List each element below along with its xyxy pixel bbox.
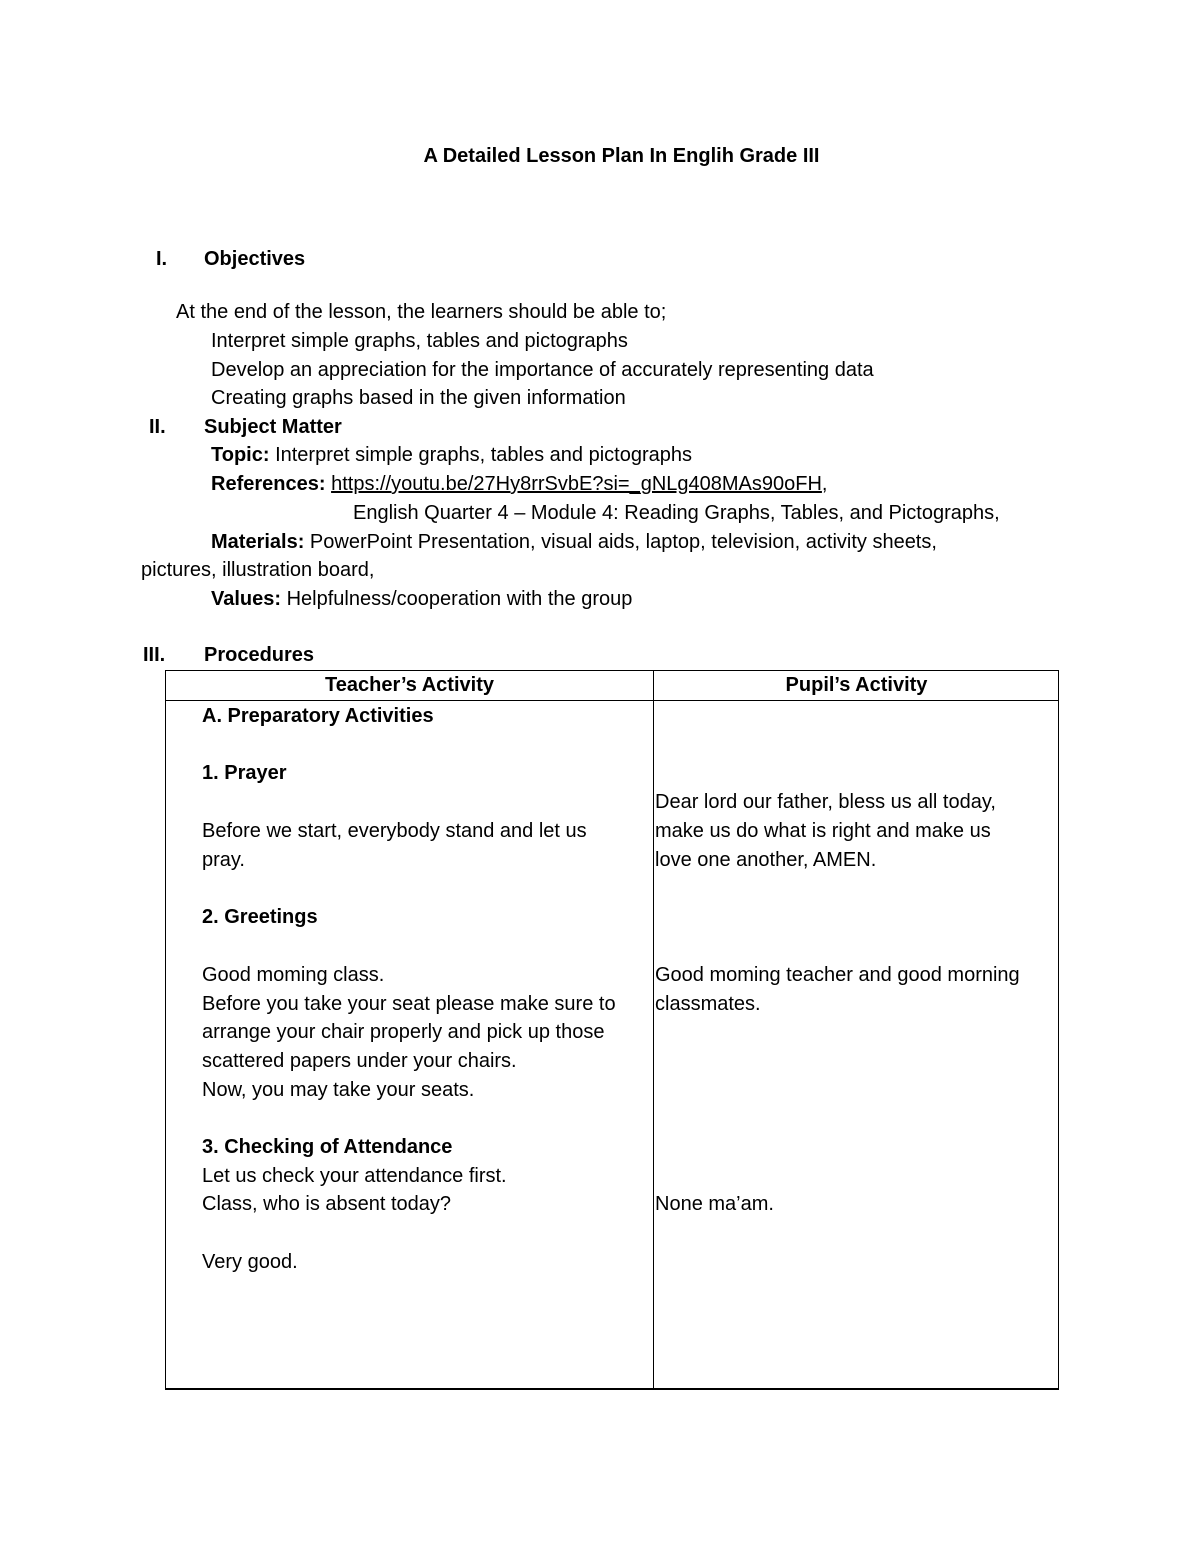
references-comma: , <box>821 473 828 495</box>
column-header-pupil: Pupil’s Activity <box>785 674 928 696</box>
topic-value: Interpret simple graphs, tables and pictographs <box>269 444 692 466</box>
materials-value: PowerPoint Presentation, visual aids, laptop, television, activity sheets, <box>304 531 937 553</box>
references-label: References: <box>211 473 326 495</box>
topic-label: Topic: <box>211 444 270 466</box>
section-number-procedures: III. <box>143 644 166 666</box>
attendance-teacher-line: Class, who is absent today? <box>202 1193 452 1215</box>
table-header-row <box>166 671 1058 701</box>
closing-teacher-line: Very good. <box>202 1251 298 1273</box>
references-line <box>211 470 827 499</box>
objective-item: Develop an appreciation for the importance of accurately representing data <box>211 359 874 381</box>
references-line-2: English Quarter 4 – Module 4: Reading Graphs, Tables, and Pictographs, <box>353 502 1000 524</box>
objective-item: Interpret simple graphs, tables and pictographs <box>211 330 628 352</box>
greetings-heading: 2. Greetings <box>202 906 318 928</box>
materials-label: Materials: <box>211 531 305 553</box>
objective-item: Creating graphs based in the given information <box>211 387 626 409</box>
materials-line <box>211 528 937 557</box>
section-heading-subject-matter: Subject Matter <box>204 416 342 438</box>
values-value: Helpfulness/cooperation with the group <box>281 588 633 610</box>
prayer-teacher-line: Before we start, everybody stand and let us <box>202 820 587 842</box>
column-header-teacher: Teacher’s Activity <box>325 674 494 696</box>
attendance-teacher-line: Let us check your attendance first. <box>202 1165 507 1187</box>
section-a-heading: A. Preparatory Activities <box>202 705 434 727</box>
greetings-teacher-line: arrange your chair properly and pick up those <box>202 1021 605 1043</box>
greetings-teacher-line: Before you take your seat please make sure to <box>202 993 616 1015</box>
prayer-teacher-line: pray. <box>202 849 245 871</box>
prayer-pupil-line: make us do what is right and make us <box>655 820 991 842</box>
greetings-teacher-line: scattered papers under your chairs. <box>202 1050 517 1072</box>
values-label: Values: <box>211 588 282 610</box>
section-number-subject-matter: II. <box>149 416 166 438</box>
topic-line <box>211 441 692 470</box>
greetings-teacher-line: Now, you may take your seats. <box>202 1079 475 1101</box>
greetings-pupil-line: classmates. <box>655 993 761 1015</box>
attendance-heading: 3. Checking of Attendance <box>202 1136 453 1158</box>
procedures-table <box>165 670 1059 1390</box>
section-heading-procedures: Procedures <box>204 644 315 666</box>
prayer-heading: 1. Prayer <box>202 762 287 784</box>
document-title: A Detailed Lesson Plan In Englih Grade III <box>423 145 820 167</box>
greetings-teacher-line: Good moming class. <box>202 964 385 986</box>
attendance-pupil-line: None ma’am. <box>655 1193 774 1215</box>
values-line <box>211 585 632 614</box>
prayer-pupil-line: love one another, AMEN. <box>655 849 877 871</box>
section-number-objectives: I. <box>156 248 168 270</box>
section-heading-objectives: Objectives <box>204 248 306 270</box>
greetings-pupil-line: Good moming teacher and good morning <box>655 964 1020 986</box>
objectives-intro: At the end of the lesson, the learners should be able to; <box>176 301 667 323</box>
prayer-pupil-line: Dear lord our father, bless us all today, <box>655 791 996 813</box>
references-link[interactable]: https://youtu.be/27Hy8rrSvbE?si=_gNLg408MAs90oFH <box>331 473 822 495</box>
materials-line-2: pictures, illustration board, <box>141 559 375 581</box>
column-divider <box>653 671 654 1388</box>
